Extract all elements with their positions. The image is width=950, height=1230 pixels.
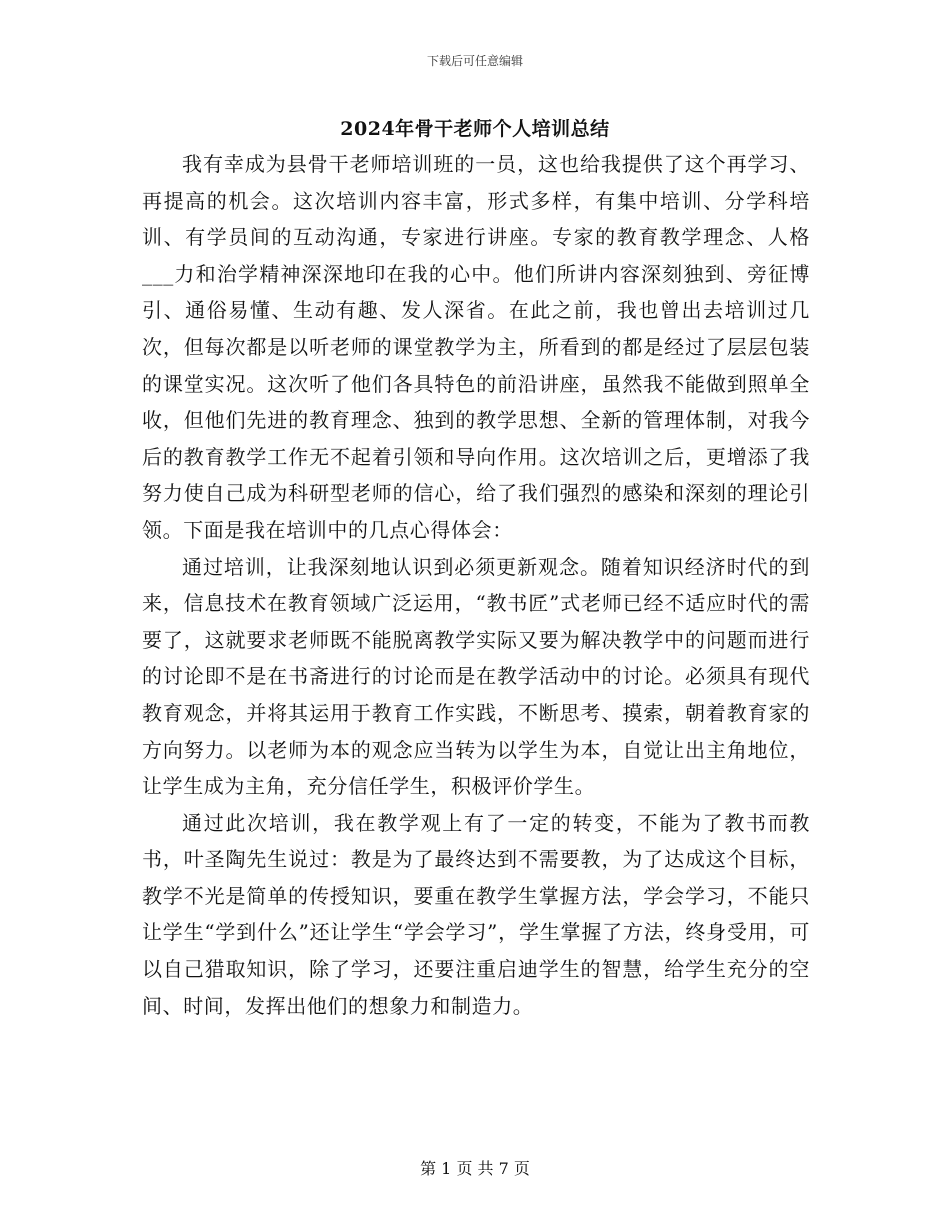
paragraph: 通过培训，让我深刻地认识到必须更新观念。随着知识经济时代的到来，信息技术在教育领域广泛运用，“教书匠”式老师已经不适应时代的需要了，这就要求老师既不能脱离教学实际又要为解决教学中的问题而进行的讨论即不是在书斋进行的讨论而是在教学活动中的讨论。必须具有现代教育观念，并将其运用于教育工作实践，不断思考、摸索，朝着教育家的方向努力。以老师为本的观念应当转为以学生为本，自觉让出主角地位，让学生成为主角，充分信任学生，积极评价学生。 (142, 554, 810, 799)
document-title: 2024年骨干老师个人培训总结 (340, 118, 610, 140)
page-number: 第 1 页 共 7 页 (420, 1159, 530, 1178)
paragraph: 通过此次培训，我在教学观上有了一定的转变，不能为了教书而教书，叶圣陶先生说过：教是为了最终达到不需要教，为了达成这个目标，教学不光是简单的传授知识，要重在教学生掌握方法，学会学习，不能只让学生“学到什么”还让学生“学会学习”，学生掌握了方法，终身受用，可以自己猎取知识，除了学习，还要注重启迪学生的智慧，给学生充分的空间、时间，发挥出他们的想象力和制造力。 (142, 810, 810, 1018)
document-body (142, 146, 810, 1024)
header-note: 下载后可任意编辑 (426, 54, 523, 68)
paragraph: 我有幸成为县骨干老师培训班的一员，这也给我提供了这个再学习、再提高的机会。这次培训内容丰富，形式多样，有集中培训、分学科培训、有学员间的互动沟通，专家进行讲座。专家的教育教学理念、人格___力和治学精神深深地印在我的心中。他们所讲内容深刻独到、旁征博引、通俗易懂、生动有趣、发人深省。在此之前，我也曾出去培训过几次，但每次都是以听老师的课堂教学为主，所看到的都是经过了层层包装的课堂实况。这次听了他们各具特色的前沿讲座，虽然我不能做到照单全收，但他们先进的教育理念、独到的教学思想、全新的管理体制，对我今后的教育教学工作无不起着引领和导向作用。这次培训之后，更增添了我努力使自己成为科研型老师的信心，给了我们强烈的感染和深刻的理论引领。下面是我在培训中的几点心得体会： (142, 152, 810, 542)
